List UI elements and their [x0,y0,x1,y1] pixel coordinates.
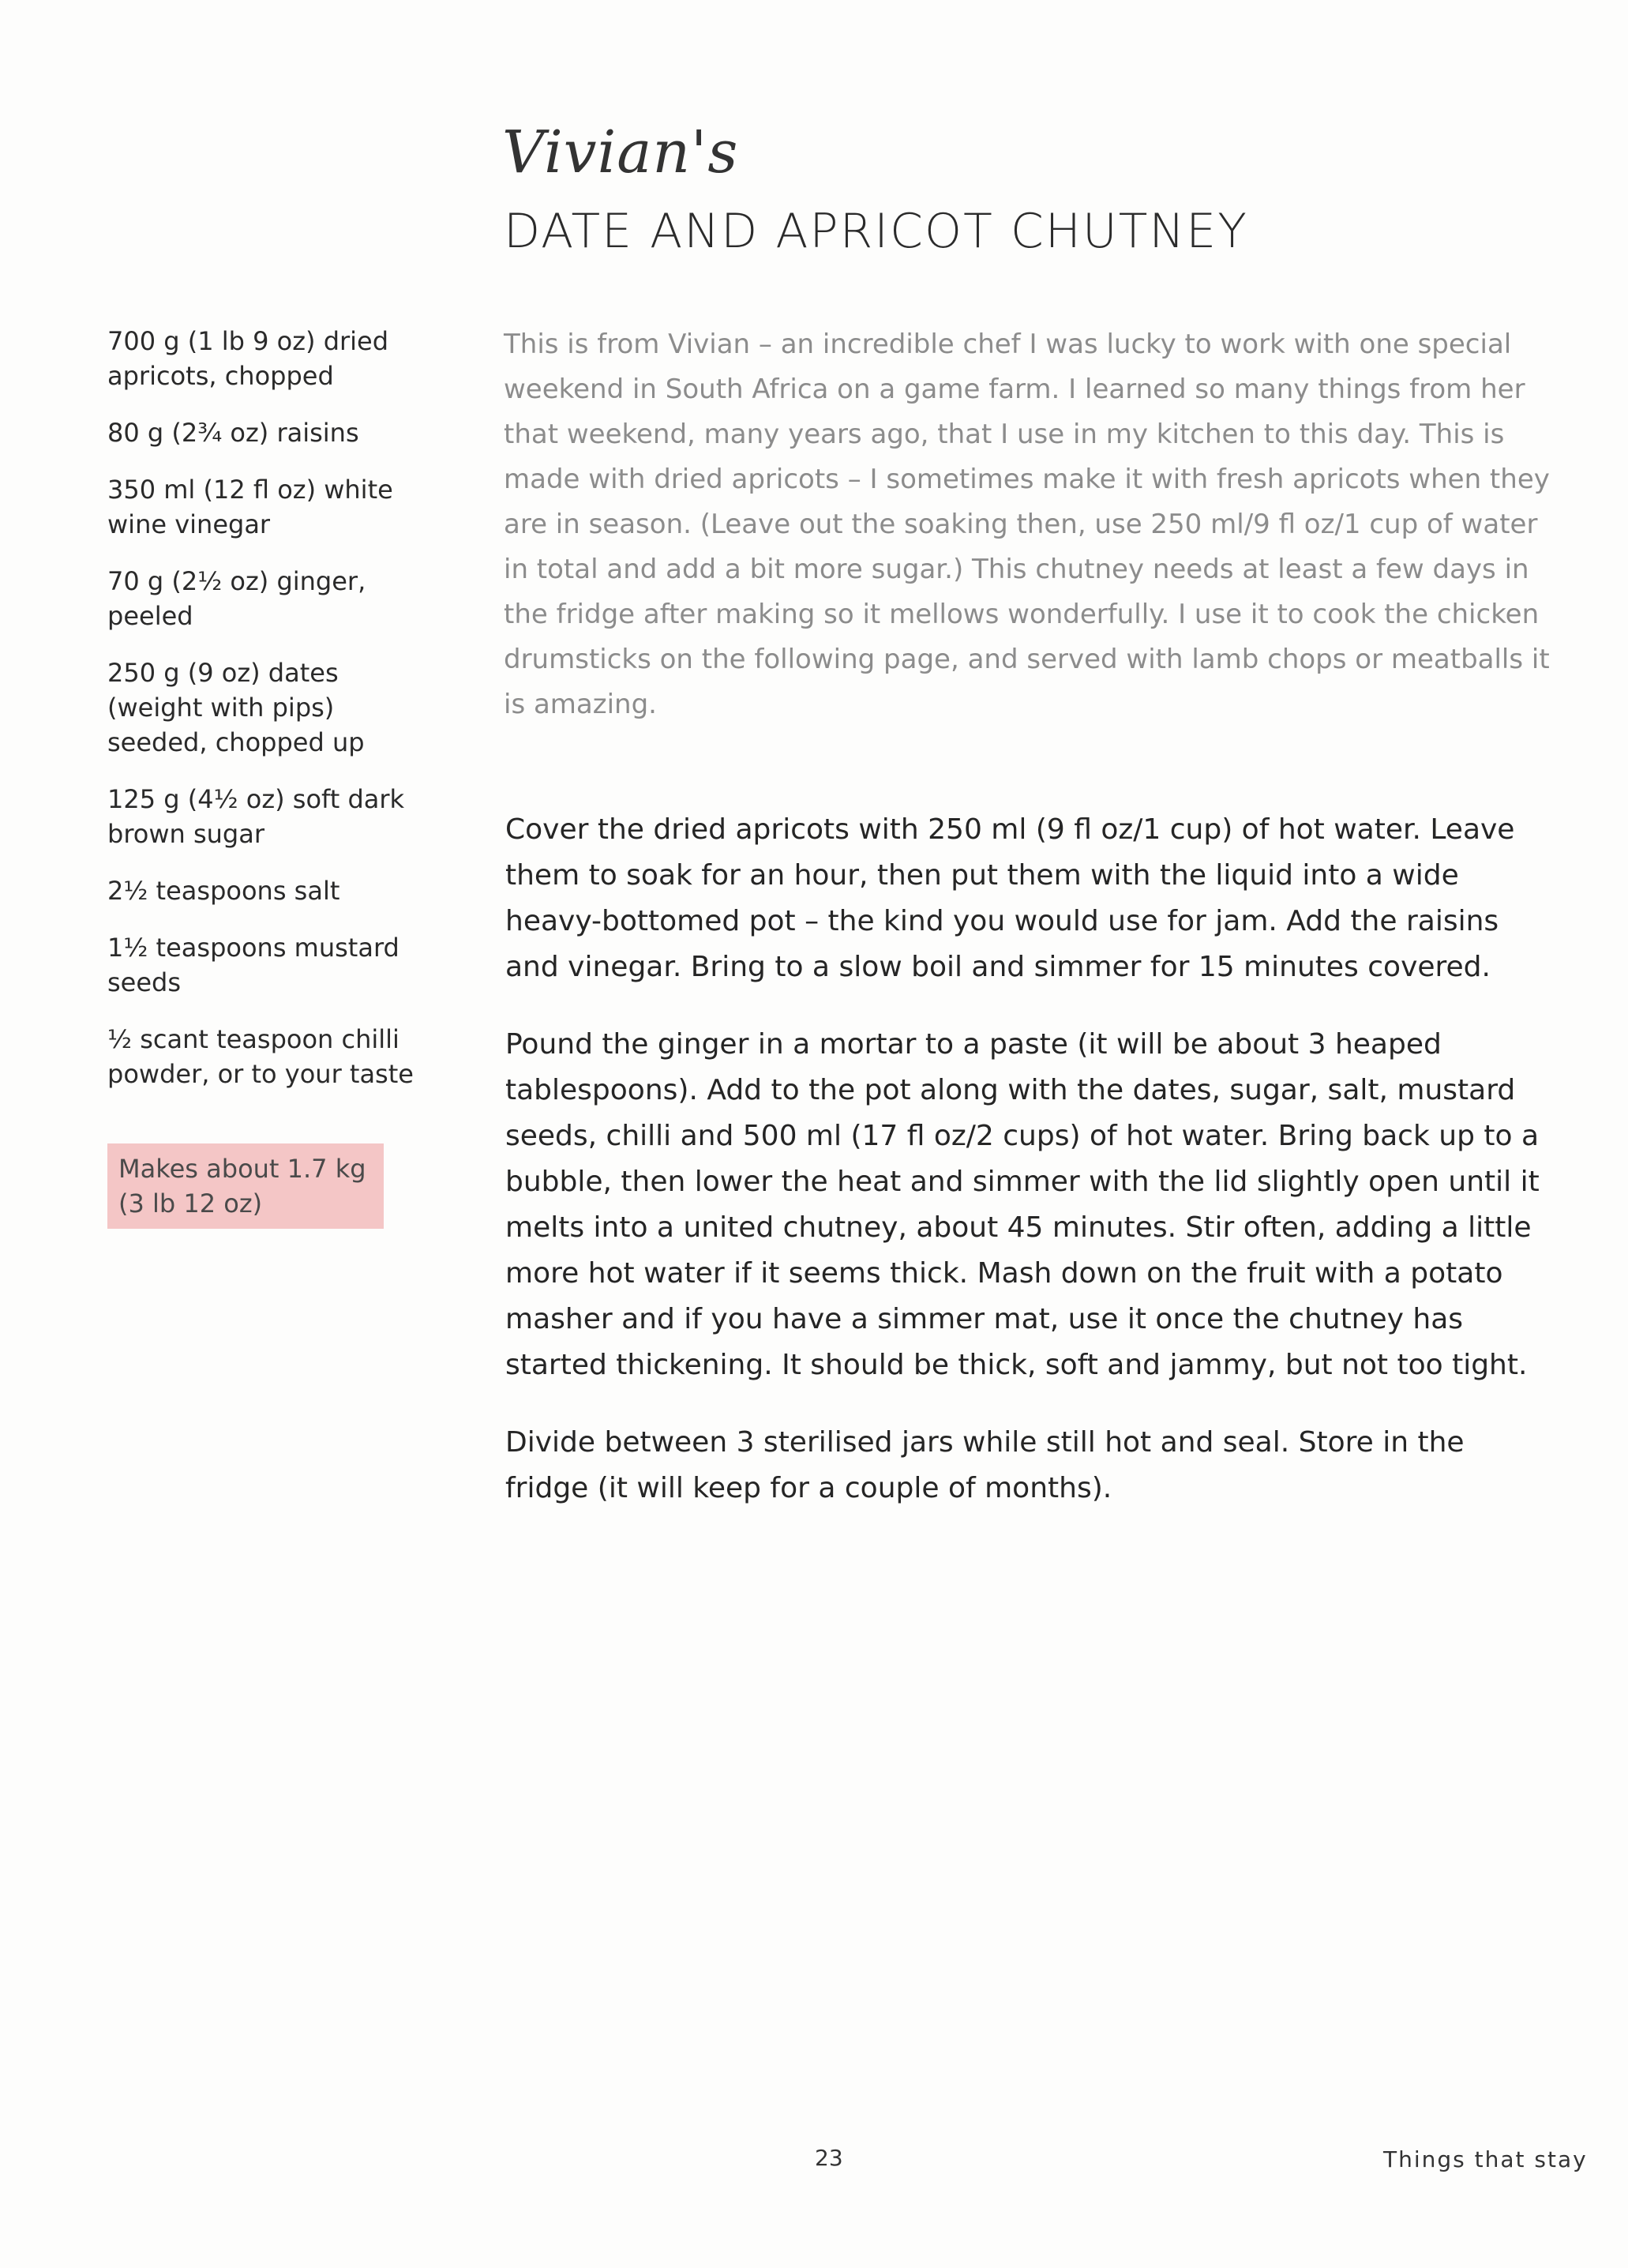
ingredient-item: 250 g (9 oz) dates (weight with pips) seeded, chopped up [107,658,365,757]
ingredient-list [107,324,439,1113]
ingredient-item: ½ scant teaspoon chilli powder, or to your taste [107,1024,414,1089]
method-step: Cover the dried apricots with 250 ml (9 fl oz/1 cup) of hot water. Leave them to soak for an hour, then put them with the liquid into a wide heavy-bottomed pot – the kind you would use for jam. Add the raisins and vinegar. Bring to a slow boil and simmer for 15 minutes covered. [505,813,1515,983]
script-title: Vivian's [502,118,739,186]
ingredient-item: 700 g (1 lb 9 oz) dried apricots, chopped [107,326,389,391]
method-step: Divide between 3 sterilised jars while still hot and seal. Store in the fridge (it will keep for a couple of months). [505,1426,1465,1504]
method-step: Pound the ginger in a mortar to a paste (it will be about 3 heaped tablespoons). Add to the pot along with the dates, sugar, salt, mustard seeds, chilli and 500 ml (17 fl oz/2 cups) of hot water. Bring back up to a bubble, then lower the heat and simmer with the lid slightly open until it melts into a united chutney, about 45 minutes. Stir often, adding a little more hot water if it seems thick. Mash down on the fruit with a potato masher and if you have a simmer mat, use it once the chutney has started thickening. It should be thick, soft and jammy, but not too tight. [505,1028,1540,1381]
page-title: DATE AND APRICOT CHUTNEY [504,204,1248,259]
ingredient-item: 350 ml (12 fl oz) white wine vinegar [107,475,393,539]
intro-paragraph: This is from Vivian – an incredible chef I was lucky to work with one special weekend in South Africa on a game farm. I learned so many things from her that weekend, many years ago, that I use in my kitchen to this day. This is made with dried apricots – I sometimes make it with fresh apricots when they are in season. (Leave out the soaking then, use 250 ml/9 fl oz/1 cup of water in total and add a bit more sugar.) This chutney needs at least a few days in the fridge after making so it mellows wonderfully. I use it to cook the chicken drumsticks on the following page, and served with lamb chops or meatballs it is amazing. [504,329,1550,720]
ingredient-item: 1½ teaspoons mustard seeds [107,933,399,997]
page-number: 23 [815,2145,843,2171]
ingredient-item: 70 g (2½ oz) ginger, peeled [107,566,366,631]
method-section [505,807,1547,1543]
running-footer: Things that stay [1383,2146,1588,2172]
yield-box: Makes about 1.7 kg (3 lb 12 oz) [107,1143,384,1229]
ingredient-item: 2½ teaspoons salt [107,876,340,906]
ingredient-item: 125 g (4½ oz) soft dark brown sugar [107,784,405,849]
ingredient-item: 80 g (2¾ oz) raisins [107,418,359,448]
